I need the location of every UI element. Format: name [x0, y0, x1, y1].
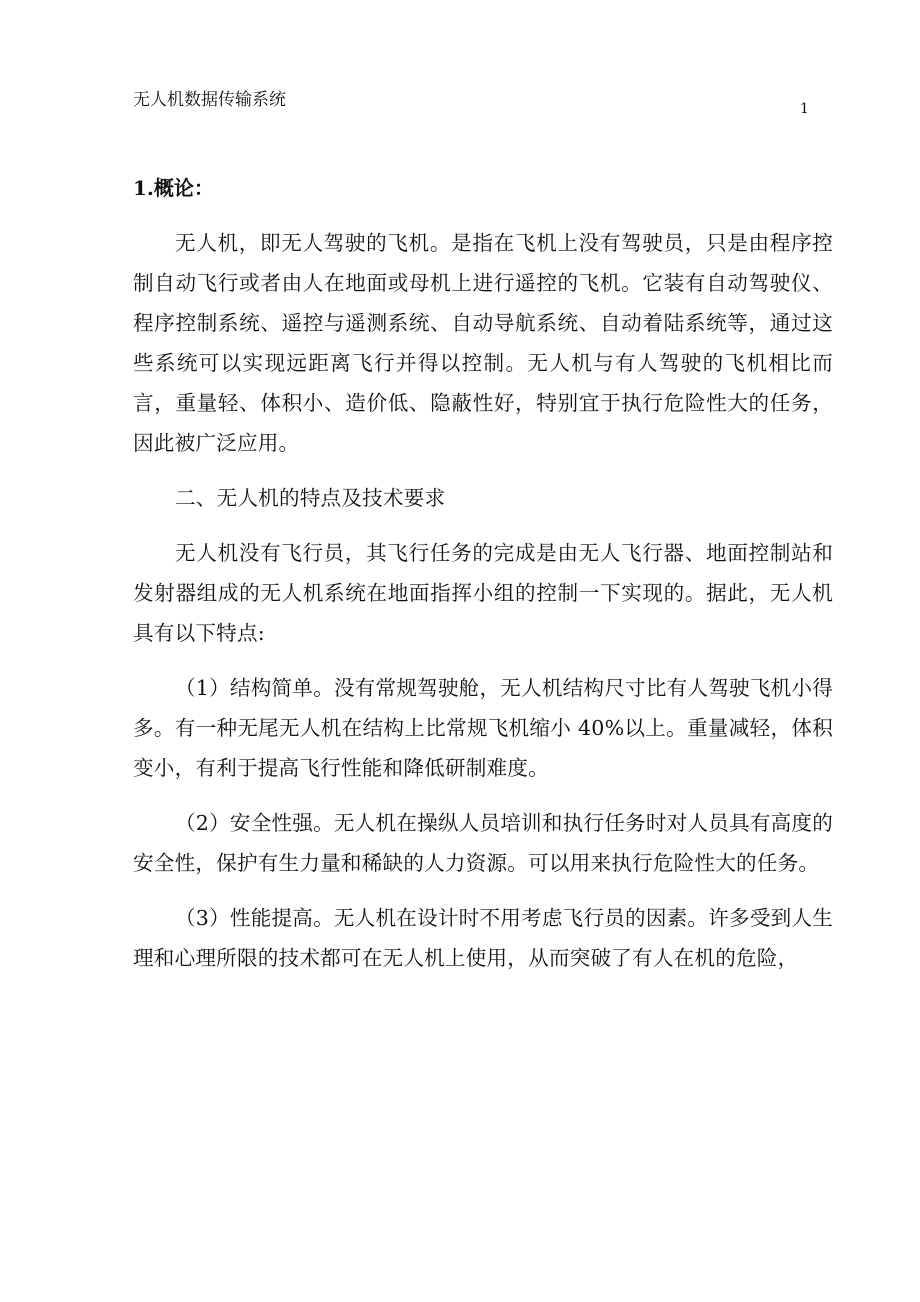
paragraph-feature-1: （1）结构简单。没有常规驾驶舱，无人机结构尺寸比有人驾驶飞机小得多。有一种无尾无人机在结构上比常规飞机缩小 40%以上。重量减轻，体积变小，有利于提高飞行性能和降低研制难度。: [133, 676, 833, 780]
section-heading: 1.概论：: [133, 176, 214, 200]
document-body: [133, 168, 833, 993]
page-number: 1: [800, 101, 809, 117]
paragraph-overview: 无人机，即无人驾驶的飞机。是指在飞机上没有驾驶员，只是由程序控制自动飞行或者由人在地面或母机上进行遥控的飞机。它装有自动驾驶仪、程序控制系统、遥控与遥测系统、自动导航系统、自动着陆系统等，通过这些系统可以实现远距离飞行并得以控制。无人机与有人驾驶的飞机相比而言，重量轻、体积小、造价低、隐蔽性好，特别宜于执行危险性大的任务，因此被广泛应用。: [133, 231, 833, 455]
paragraph-feature-2: （2）安全性强。无人机在操纵人员培训和执行任务时对人员具有高度的安全性，保护有生力量和稀缺的人力资源。可以用来执行危险性大的任务。: [133, 811, 833, 875]
document-title: 无人机数据传输系统: [133, 90, 286, 110]
paragraph-feature-3: （3）性能提高。无人机在设计时不用考虑飞行员的因素。许多受到人生理和心理所限的技术都可在无人机上使用，从而突破了有人在机的危险，: [133, 906, 833, 970]
paragraph-features-intro: 无人机没有飞行员，其飞行任务的完成是由无人飞行器、地面控制站和发射器组成的无人机系统在地面指挥小组的控制一下实现的。据此，无人机具有以下特点:: [133, 541, 833, 645]
section-title-features: 二、无人机的特点及技术要求: [175, 486, 446, 510]
